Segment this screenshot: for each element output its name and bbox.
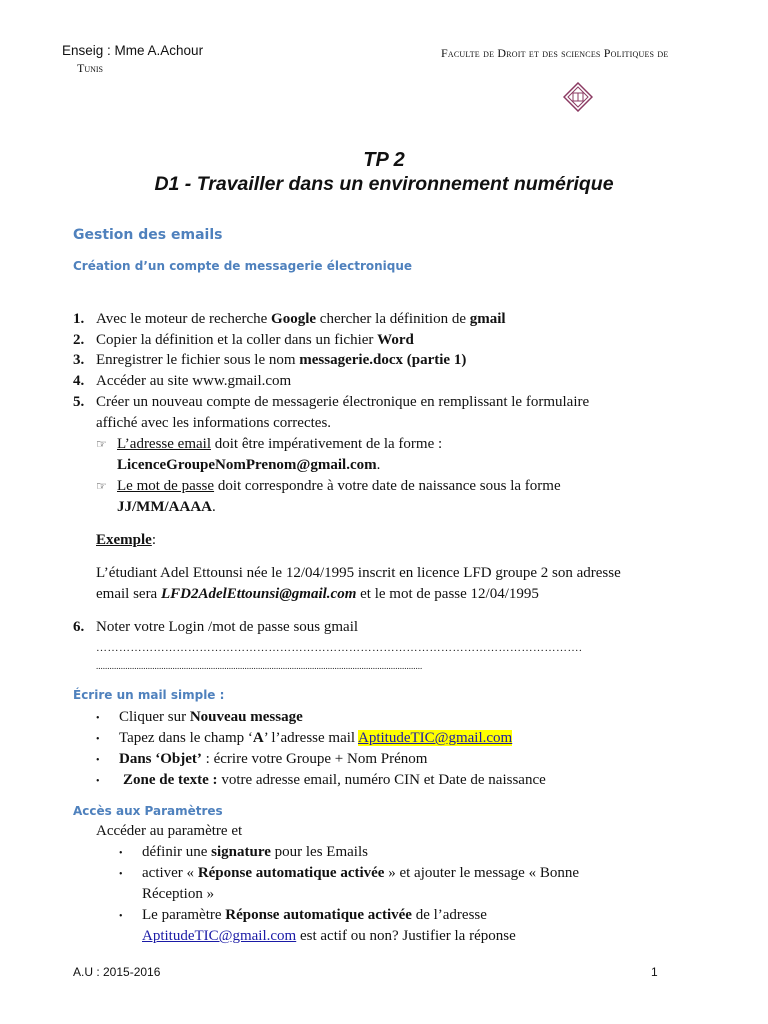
list-item — [96, 770, 546, 792]
item-text: Cliquer sur — [119, 709, 190, 725]
step-1 — [73, 309, 506, 330]
step-number: 1. — [73, 311, 85, 327]
section-heading-gestion: Gestion des emails — [73, 227, 223, 243]
list-item-continued — [142, 926, 516, 947]
step-text: Copier la définition et la coller dans un fichier — [96, 332, 378, 348]
example-line-2 — [96, 584, 539, 605]
rule-text: doit correspondre à votre date de naissance sous la forme — [214, 478, 561, 494]
item-text: est actif ou non? Justifier la réponse — [296, 928, 516, 944]
doc-subtitle: D1 - Travailler dans un environnement numérique — [154, 173, 614, 195]
bullet: • — [119, 911, 123, 922]
list-item — [96, 749, 428, 771]
example-email: LFD2AdelEttounsi@gmail.com — [160, 586, 357, 602]
example-line-1: L’étudiant Adel Ettounsi née le 12/04/1995 inscrit en licence LFD groupe 2 son adresse — [96, 565, 621, 581]
rule-term: Le mot de passe — [117, 478, 215, 494]
email-rule — [96, 434, 443, 455]
bullet: • — [96, 713, 100, 724]
faculty-name: Faculte de Droit et des sciences Politiques de — [441, 46, 669, 60]
item-text: » et ajouter le message « Bonne — [384, 865, 579, 881]
step-6 — [73, 617, 359, 638]
teacher-name: Enseig : Mme A.Achour — [62, 43, 204, 58]
step-text: Accéder au site www.gmail.com — [96, 373, 292, 389]
step-bold: Google — [271, 311, 317, 327]
rule-text: doit être impérativement de la forme : — [211, 436, 443, 452]
step-bold: gmail — [469, 311, 506, 327]
pointing-hand-icon: ☞ — [96, 437, 107, 451]
password-format-value: JJ/MM/AAAA — [117, 499, 212, 515]
step-number: 5. — [73, 394, 85, 410]
item-text: : écrire votre Groupe + Nom Prénom — [201, 751, 428, 767]
item-text: Le paramètre — [142, 907, 226, 923]
blank-line-1: ………………………………………………………………………………………………………………. — [96, 642, 583, 654]
item-bold: Réponse automatique activée — [197, 865, 385, 881]
step-text: Noter votre Login /mot de passe sous gmail — [96, 619, 359, 635]
step-2 — [73, 330, 414, 351]
pointing-hand-icon: ☞ — [96, 479, 107, 493]
item-bold: signature — [211, 844, 271, 860]
section-intro: Accéder au paramètre et — [96, 823, 243, 839]
section-heading-acces: Accès aux Paramètres — [73, 804, 223, 818]
item-text: votre adresse email, numéro CIN et Date de naissance — [217, 772, 546, 788]
item-bold: Zone de texte : — [123, 772, 218, 788]
email-link[interactable]: AptitudeTIC@gmail.com — [142, 928, 297, 944]
step-text: chercher la définition de — [316, 311, 470, 327]
section-subheading-creation: Création d’un compte de messagerie électronique — [73, 259, 413, 273]
password-rule — [96, 476, 561, 497]
bullet: • — [119, 848, 123, 859]
punct: . — [211, 499, 216, 515]
step-number: 3. — [73, 352, 85, 368]
password-format — [117, 497, 216, 518]
item-bold: Dans ‘Objet’ — [119, 751, 202, 767]
item-bold: Nouveau message — [189, 709, 303, 725]
step-3 — [73, 350, 467, 371]
item-text: Tapez dans le champ ‘ — [119, 730, 253, 746]
item-text: pour les Emails — [270, 844, 368, 860]
step-text: Avec le moteur de recherche — [96, 311, 272, 327]
faculty-city: Tunis — [77, 61, 103, 75]
blank-line-2: ................................................................................................................................................. — [96, 661, 423, 671]
list-item — [119, 863, 579, 885]
step-number: 2. — [73, 332, 85, 348]
item-bold: A — [252, 730, 264, 746]
list-item-continued: Réception » — [142, 886, 215, 902]
item-text: activer « — [142, 865, 198, 881]
list-item — [96, 707, 303, 729]
item-text: ’ l’adresse mail — [263, 730, 359, 746]
example-label — [96, 530, 156, 551]
punct: : — [151, 532, 156, 548]
example-text: email sera — [96, 586, 161, 602]
faculty-emblem-icon — [563, 82, 593, 112]
example-title: Exemple — [96, 532, 152, 548]
step-bold: messagerie.docx (partie 1) — [299, 352, 467, 368]
page-number: 1 — [651, 965, 658, 979]
step-number: 4. — [73, 373, 85, 389]
bullet: • — [119, 869, 123, 880]
step-5 — [73, 392, 590, 413]
bullet: • — [96, 776, 100, 787]
item-text: définir une — [142, 844, 212, 860]
step-number: 6. — [73, 619, 85, 635]
email-format-value: LicenceGroupeNomPrenom@gmail.com — [117, 457, 377, 473]
step-bold: Word — [377, 332, 414, 348]
email-format — [117, 455, 380, 476]
step-text: Enregistrer le fichier sous le nom — [96, 352, 300, 368]
rule-term: L’adresse email — [117, 436, 211, 452]
step-4 — [73, 371, 292, 392]
academic-year: A.U : 2015-2016 — [73, 965, 161, 979]
bullet: • — [96, 734, 100, 745]
list-item — [119, 842, 368, 864]
item-text: de l’adresse — [411, 907, 487, 923]
step-5-continued: affiché avec les informations correctes. — [96, 415, 332, 431]
bullet: • — [96, 755, 100, 766]
item-bold: Réponse automatique activée — [225, 907, 412, 923]
step-text: Créer un nouveau compte de messagerie électronique en remplissant le formulaire — [96, 394, 590, 410]
section-heading-ecrire: Écrire un mail simple : — [73, 688, 225, 702]
example-text: et le mot de passe 12/04/1995 — [356, 586, 539, 602]
list-item — [96, 728, 513, 750]
punct: . — [376, 457, 381, 473]
list-item — [119, 905, 487, 927]
doc-title: TP 2 — [363, 149, 405, 171]
email-link[interactable]: AptitudeTIC@gmail.com — [358, 730, 513, 746]
